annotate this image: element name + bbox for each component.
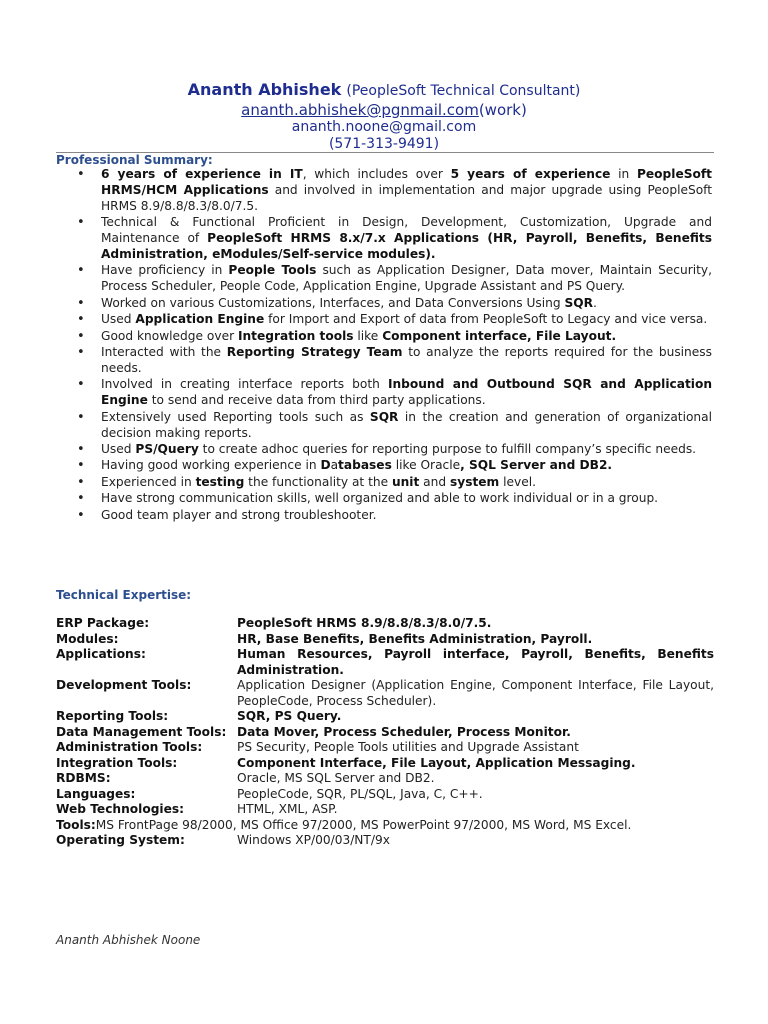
summary-text-segment: Worked on various Customizations, Interfaces, and Data Conversions Using (101, 295, 565, 310)
summary-text-segment: PS/Query (135, 441, 199, 456)
phone-number: (571-313-9491) (328, 136, 440, 152)
summary-text-segment: to create adhoc queries for reporting purpose to fulfill company’s specific needs. (198, 441, 697, 456)
expertise-row (56, 818, 714, 834)
summary-text-segment: Extensively used Reporting tools such as (101, 409, 370, 424)
summary-text-segment: Interacted with the (101, 344, 227, 359)
bullet-icon: • (77, 474, 85, 490)
summary-text-segment: to send and receive data from third party applications. (147, 393, 486, 408)
expertise-value: Oracle, MS SQL Server and DB2. (237, 771, 435, 785)
expertise-row (56, 709, 714, 725)
expertise-value: Windows XP/00/03/NT/9x (237, 833, 390, 847)
summary-text-segment: Used (101, 312, 136, 327)
summary-text-segment: and involved in implementation and major upgrade using PeopleSoft HRMS 8.9/8.8/8.3/8.0/7.5. (101, 182, 713, 213)
expertise-label: Administration Tools: (56, 740, 203, 754)
summary-text-segment: Good knowledge over (101, 328, 238, 343)
expertise-row (56, 632, 714, 648)
resume-header (0, 80, 768, 153)
expertise-label: Applications: (56, 647, 146, 661)
summary-text-segment: Technical & Functional Proficient in Design, Development, Customization, Upgrade and Maintenance of (101, 215, 712, 246)
summary-text-segment: Reporting Strategy Team (226, 344, 403, 359)
summary-text-segment: like (353, 328, 383, 343)
summary-text-segment: , which includes over (302, 167, 451, 181)
summary-item (56, 296, 712, 312)
summary-item (56, 263, 712, 295)
summary-text-segment: in (610, 167, 637, 181)
bullet-icon: • (77, 441, 85, 457)
summary-text-segment: . (592, 295, 597, 310)
expertise-row (56, 756, 714, 772)
expertise-value: PeopleSoft HRMS 8.9/8.8/8.3/8.0/7.5. (237, 616, 492, 630)
expertise-row (56, 740, 714, 756)
expertise-label: Web Technologies: (56, 802, 184, 816)
bullet-icon: • (77, 295, 85, 311)
bullet-icon: • (77, 263, 85, 279)
summary-text-segment: , SQL Server and DB2. (460, 458, 613, 473)
summary-item (56, 329, 712, 345)
summary-text-segment: SQR (564, 295, 593, 310)
candidate-name: Ananth Abhishek (187, 80, 342, 99)
summary-item (56, 458, 712, 474)
summary-text-segment: system (450, 474, 500, 489)
expertise-row (56, 616, 714, 632)
work-email-suffix: (work) (478, 101, 527, 119)
bullet-icon: • (77, 491, 85, 507)
summary-text-segment: Experienced in (101, 474, 196, 489)
summary-text-segment: 5 years of experience (450, 167, 611, 181)
expertise-row (56, 802, 714, 818)
summary-item (56, 215, 712, 263)
summary-list (56, 167, 712, 524)
bullet-icon: • (77, 507, 85, 523)
summary-text-segment: such as Application Designer, Data mover, Maintain Security, Process Scheduler, People Code, Application Engine, Upgrade Assistant and PS Query. (101, 263, 712, 294)
bullet-icon: • (77, 344, 85, 360)
expertise-label: RDBMS: (56, 771, 111, 785)
expertise-value: Data Mover, Process Scheduler, Process Monitor. (237, 724, 571, 739)
summary-item (56, 491, 712, 507)
summary-text-segment: to analyze the reports required for the business needs. (101, 344, 712, 375)
summary-item (56, 377, 712, 409)
expertise-label: Tools: (56, 817, 96, 832)
summary-text-segment: the functionality at the (244, 474, 392, 489)
summary-text-segment: SQR (369, 409, 399, 424)
summary-heading: Professional Summary: (56, 153, 213, 167)
summary-text-segment: like Oracle (391, 458, 461, 473)
bullet-icon: • (77, 458, 85, 474)
expertise-row (56, 725, 714, 741)
expertise-value: PeopleCode, SQR, PL/SQL, Java, C, C++. (237, 786, 483, 801)
summary-item (56, 442, 712, 458)
expertise-value: Human Resources, Payroll interface, Payroll, Benefits, Benefits Administration. (237, 647, 714, 677)
summary-text-segment: PeopleSoft HRMS/HCM Applications (101, 167, 713, 197)
summary-text-segment: tabases (338, 458, 392, 473)
expertise-label: Reporting Tools: (56, 709, 169, 723)
expertise-value: Application Designer (Application Engine, Component Interface, File Layout, PeopleCode, Process Scheduler). (237, 678, 714, 708)
expertise-value: MS FrontPage 98/2000, MS Office 97/2000, MS PowerPoint 97/2000, MS Word, MS Excel. (95, 817, 632, 832)
summary-text-segment: Good team player and strong troubleshooter. (101, 507, 377, 522)
summary-text-segment: a (330, 458, 339, 473)
summary-text-segment: People Tools (228, 263, 317, 278)
summary-text-segment: Inbound and Outbound SQR and Application Engine (101, 377, 712, 408)
summary-text-segment: testing (195, 474, 245, 489)
summary-text-segment: unit (391, 474, 420, 489)
expertise-label: Development Tools: (56, 678, 192, 692)
summary-item (56, 312, 712, 328)
candidate-title: (PeopleSoft Technical Consultant) (346, 83, 581, 99)
name-line (0, 80, 768, 101)
summary-text-segment: PeopleSoft HRMS 8.x/7.x Applications (HR, Payroll, Benefits, Benefits Administration, eModules/Self-service modules). (101, 231, 712, 262)
personal-email: ananth.noone@gmail.com (291, 119, 477, 135)
bullet-icon: • (77, 377, 85, 393)
summary-text-segment: D (320, 458, 331, 473)
work-email-line (0, 101, 768, 119)
expertise-label: Operating System: (56, 833, 185, 847)
expertise-value: HR, Base Benefits, Benefits Administration, Payroll. (237, 631, 593, 646)
expertise-value: SQR, PS Query. (237, 709, 342, 723)
summary-text-segment: Component interface, File Layout. (382, 328, 617, 343)
summary-text-segment: and (419, 474, 450, 489)
technical-expertise-table (56, 616, 714, 849)
summary-text-segment: Have proficiency in (101, 263, 229, 278)
work-email-link[interactable]: ananth.abhishek@pgnmail.com (241, 101, 479, 119)
expertise-row (56, 647, 714, 678)
summary-text-segment: Involved in creating interface reports both (101, 377, 388, 392)
summary-text-segment: level. (499, 474, 536, 489)
expertise-label: Languages: (56, 786, 136, 801)
bullet-icon: • (77, 312, 85, 328)
expertise-label: Data Management Tools: (56, 724, 227, 739)
expertise-label: Modules: (56, 631, 119, 646)
summary-text-segment: Used (101, 441, 136, 456)
bullet-icon: • (77, 328, 85, 344)
summary-text-segment: Having good working experience in (101, 458, 321, 473)
summary-item (56, 508, 712, 524)
expertise-value: PS Security, People Tools utilities and Upgrade Assistant (237, 740, 579, 754)
bullet-icon: • (77, 409, 85, 425)
expertise-row (56, 833, 714, 849)
summary-text-segment: Have strong communication skills, well organized and able to work individual or in a group. (101, 491, 659, 506)
summary-item (56, 410, 712, 442)
signature: Ananth Abhishek Noone (56, 933, 201, 947)
bullet-icon: • (77, 215, 85, 231)
summary-text-segment: Application Engine (135, 312, 265, 327)
technical-heading: Technical Expertise: (56, 588, 192, 602)
summary-item (56, 167, 712, 215)
summary-item (56, 345, 712, 377)
expertise-value: HTML, XML, ASP. (237, 802, 338, 816)
expertise-value: Component Interface, File Layout, Application Messaging. (237, 755, 636, 770)
expertise-row (56, 678, 714, 709)
summary-text-segment: for Import and Export of data from PeopleSoft to Legacy and vice versa. (264, 312, 708, 327)
expertise-label: ERP Package: (56, 616, 150, 630)
summary-item (56, 475, 712, 491)
summary-text-segment: in the creation and generation of organizational decision making reports. (101, 409, 713, 440)
summary-text-segment: Integration tools (237, 328, 354, 343)
summary-text-segment: 6 years of experience in IT (101, 167, 303, 181)
expertise-row (56, 787, 714, 803)
bullet-icon: • (77, 167, 85, 182)
expertise-row (56, 771, 714, 787)
expertise-label: Integration Tools: (56, 755, 178, 770)
